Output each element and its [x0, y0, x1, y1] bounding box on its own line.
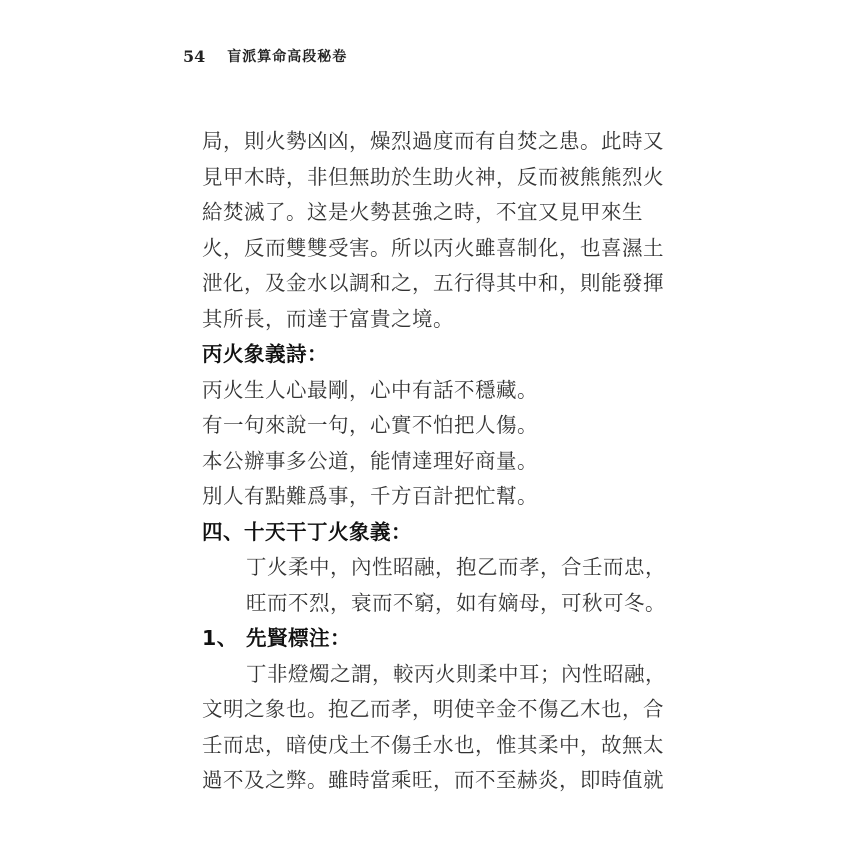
poem-line: 丙火生人心最剛，心中有話不穩藏。: [202, 377, 538, 402]
verse-line: 旺而不烈，衰而不窮，如有嫡母，可秋可冬。: [246, 590, 666, 615]
paragraph-line: 見甲木時，非但無助於生助火神，反而被熊熊烈火: [202, 164, 664, 189]
subsection-title: 先賢標注：: [246, 626, 351, 650]
paragraph-line: 火，反而雙雙受害。所以丙火雖喜制化，也喜濕土: [202, 235, 664, 260]
page-body: [202, 124, 666, 799]
commentary-line: 丁非燈燭之謂，較丙火則柔中耳；內性昭融，: [246, 661, 666, 686]
page-header: [183, 44, 347, 68]
paragraph-line: 其所長，而達于富貴之境。: [202, 306, 454, 331]
poem-line: 本公辦事多公道，能情達理好商量。: [202, 448, 538, 473]
verse-line: 丁火柔中，內性昭融，抱乙而孝，合壬而忠，: [246, 555, 666, 579]
page-number: 54: [183, 46, 206, 66]
commentary-line: 過不及之弊。雖時當乘旺，而不至赫炎，即時值就: [202, 768, 664, 792]
commentary-line: 壬而忠，暗使戊土不傷壬水也，惟其柔中，故無太: [202, 732, 664, 757]
subsection-number: 1、: [202, 626, 238, 650]
section-heading: 四、十天干丁火象義：: [202, 519, 412, 544]
subsection-heading: [202, 621, 652, 657]
poem-line: 別人有點難爲事，千方百計把忙幫。: [202, 484, 538, 508]
paragraph-line: 局，則火勢凶凶，燥烈過度而有自焚之患。此時又: [202, 129, 664, 153]
poem-line: 有一句來說一句，心實不怕把人傷。: [202, 413, 538, 437]
paragraph-line: 給焚滅了。这是火勢甚強之時，不宜又見甲來生: [202, 200, 643, 224]
poem-heading: 丙火象義詩：: [202, 342, 328, 366]
paragraph-line: 泄化，及金水以調和之，五行得其中和，則能發揮: [202, 271, 664, 295]
commentary-line: 文明之象也。抱乙而孝，明使辛金不傷乙木也，合: [202, 697, 664, 721]
book-title: 盲派算命高段秘卷: [227, 49, 348, 65]
